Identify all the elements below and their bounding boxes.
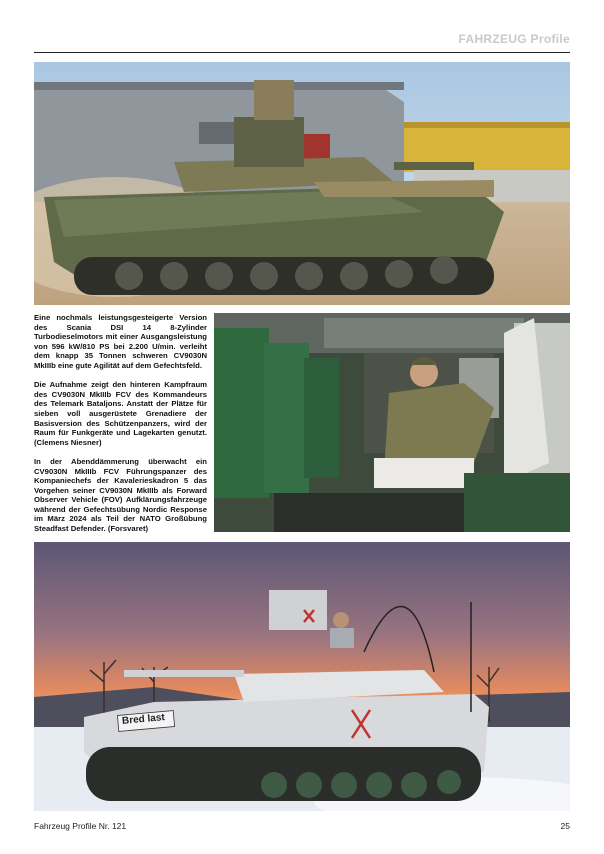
caption-interior-text: Die Aufnahme zeigt den hinteren Kampfraum des CV9030N MkIIIb FCV des Kommandeurs des Telemark Bataljons. Anstatt der Plätze für sieben voll ausgerüstete Grenadiere der Basisversion des Schützenpanzers, wird der Raum für Funkgeräte und Lagekarten genutzt. bbox=[34, 380, 207, 438]
caption-dusk-text: In der Abenddämmerung überwacht ein CV9030N MkIIIb FCV Führungspanzer des Kompaniechefs der Kavalerieskadron 5 das Vorgehen seiner CV9030N MkIIIb als Forward Observer Vehicle (FOV) Aufklärungsfahrzeuge während der Gefechtsübung Nordic Response im März 2024 als Teil der NATO Großübung Steadfast Defender. bbox=[34, 456, 207, 534]
caption-dusk bbox=[34, 457, 207, 534]
caption-interior bbox=[34, 380, 207, 447]
photo-cv90-dirt-road bbox=[34, 62, 570, 305]
running-header: FAHRZEUG Profile bbox=[458, 32, 570, 46]
footer-page-number: 25 bbox=[560, 821, 570, 831]
photo-credit: (Clemens Niesner) bbox=[34, 437, 102, 447]
header-rule bbox=[34, 52, 570, 53]
photo-interior-fighting-compartment bbox=[214, 313, 570, 532]
caption-engine-text: Eine nochmals leistungsgesteigerte Version des Scania DSI 14 8-Zylinder Turbodieselmotors mit einer Ausgangsleistung von 596 kW/810 PS bei 2.200 U/min. verleiht dem knapp 35 Tonnen schweren CV9030N MkIIIb eine gute Agilität auf dem Gefechtsfeld. bbox=[34, 313, 207, 370]
caption-engine bbox=[34, 313, 207, 371]
tank-marking-sign: Bred last bbox=[121, 712, 166, 727]
footer-publication: Fahrzeug Profile Nr. 121 bbox=[34, 821, 127, 831]
caption-column bbox=[34, 313, 207, 543]
photo-credit: (Forsvaret) bbox=[107, 524, 149, 534]
photo-cv90-dusk-snow bbox=[34, 542, 570, 811]
